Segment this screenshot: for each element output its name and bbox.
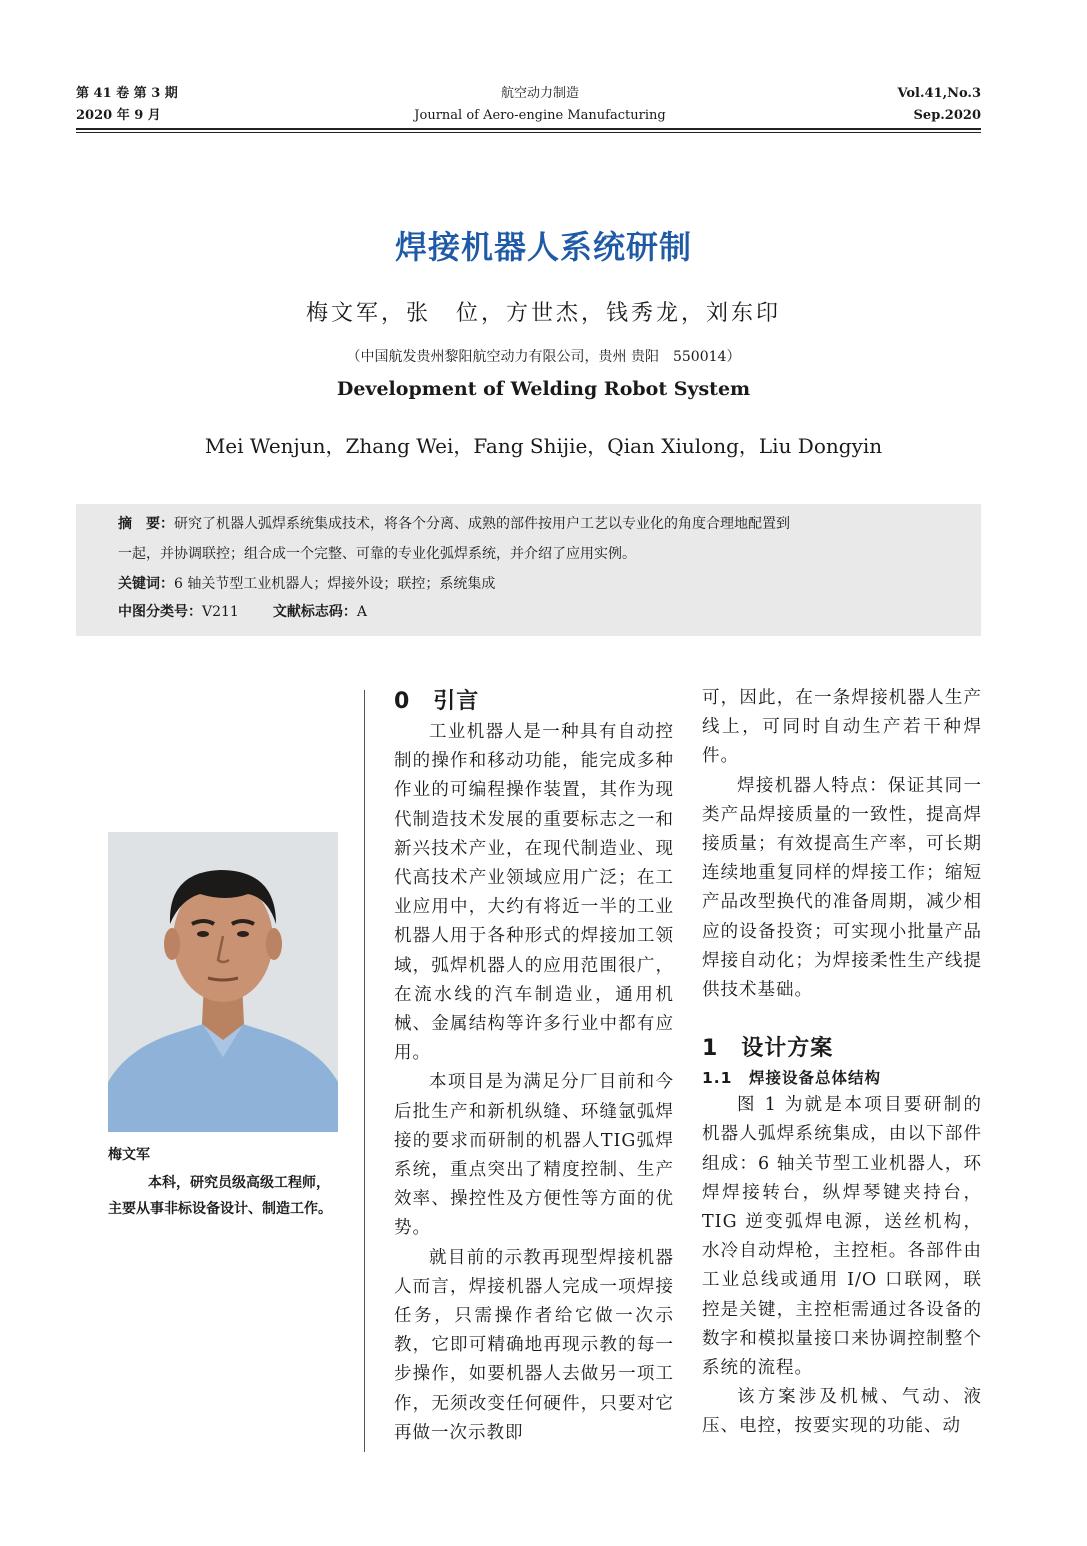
header-rule <box>76 128 981 130</box>
section-1-heading: 1 设计方案 <box>702 1036 834 1062</box>
abstract-text-2: 一起，并协调联控；组合成一个完整、可靠的专业化弧焊系统，并介绍了应用实例。 <box>118 546 636 562</box>
section-1-1-heading: 1.1 焊接设备总体结构 <box>702 1069 881 1088</box>
bio-name: 梅文军 <box>108 1147 150 1163</box>
authors-en: Mei Wenjun，Zhang Wei，Fang Shijie，Qian Xiulong，Liu Dongyin <box>204 434 883 458</box>
doc-code-label: 文献标志码： <box>272 604 357 620</box>
author-portrait-image <box>108 832 338 1132</box>
journal-name-en: Journal of Aero-engine Manufacturing <box>414 108 666 123</box>
bio-text: 本科，研究员级高级工程师，主要从事非标设备设计、制造工作。 <box>108 1175 332 1217</box>
class-value: V211 <box>202 604 239 620</box>
section-0-paragraph-1: 工业机器人是一种具有自动控制的操作和移动功能，能完成多种作业的可编程操作装置，其作为现代制造技术发展的重要标志之一和新兴技术产业，在现代制造业、现代高技术产业领域应用广泛；在工业应用中，大约有将近一半的工业机器人用于各种形式的焊接加工领域，弧焊机器人的应用范围很广，在流水线的汽车制造业，通用机械、金属结构等许多行业中都有应用。 <box>394 722 674 1064</box>
affiliation-cn: （中国航发贵州黎阳航空动力有限公司，贵州 贵阳 550014） <box>346 349 741 365</box>
journal-name-cn: 航空动力制造 <box>500 86 579 101</box>
section-1-1-paragraph-1: 图 1 为就是本项目要研制的机器人弧焊系统集成，由以下部件组成：6 轴关节型工业机器人，环焊焊接转台，纵焊琴键夹持台，TIG 逆变弧焊电源，送丝机构，水冷自动焊枪，主控柜。各部件由工业总线或通用 I/O 口联网，联控是关键，主控柜需通过各设备的数字和模拟量接口来协调控制整个系统的流程。 <box>702 1095 982 1379</box>
volume-number: Vol.41,No.3 <box>897 86 981 101</box>
column-divider <box>364 690 365 1452</box>
section-1-1-paragraph-2: 该方案涉及机械、气动、液压、电控，按要实现的功能、动 <box>702 1387 982 1437</box>
keywords-text: 6 轴关节型工业机器人；焊接外设；联控；系统集成 <box>174 576 496 592</box>
issue-date-en: Sep.2020 <box>913 108 981 123</box>
abstract-label: 摘 要： <box>118 516 174 532</box>
doc-code-value: A <box>356 604 367 620</box>
keywords-line <box>118 574 495 594</box>
keywords-label: 关键词： <box>118 576 174 592</box>
text-column-1 <box>394 686 674 1448</box>
section-0-paragraph-3: 就目前的示教再现型焊接机器人而言，焊接机器人完成一项焊接任务，只需操作者给它做一次示教，它即可精确地再现示教的每一步操作，如要机器人去做另一项工作，无须改变任何硬件，只要对它再做一次示教即 <box>394 1247 674 1443</box>
class-label: 中图分类号： <box>118 604 202 620</box>
abstract-line-1 <box>118 514 790 534</box>
section-0-paragraph-2: 本项目是为满足分厂目前和今后批生产和新机纵缝、环缝氩弧焊接的要求而研制的机器人TIG弧焊系统，重点突出了精度控制、生产效率、操控性及方便性等方面的优势。 <box>394 1072 674 1239</box>
section-0-paragraph-4: 焊接机器人特点：保证其同一类产品焊接质量的一致性，提高焊接质量；有效提高生产率，可长期连续地重复同样的焊接工作；缩短产品改型换代的准备周期，减少相应的设备投资；可实现小批量产品焊接自动化；为焊接柔性生产线提供技术基础。 <box>702 775 982 1001</box>
section-0-heading: 0 引言 <box>394 689 480 714</box>
section-0-paragraph-3-continued: 可，因此，在一条焊接机器人生产线上，可同时自动生产若干种焊件。 <box>702 688 982 767</box>
paper-title-en: Development of Welding Robot System <box>336 378 751 400</box>
classification-line <box>118 602 367 622</box>
abstract-box <box>76 504 981 636</box>
journal-issue: 第 41 卷 第 3 期 <box>76 86 178 101</box>
header-rule-thin <box>76 132 981 133</box>
authors-cn: 梅文军，张 位，方世杰，钱秀龙，刘东印 <box>305 301 781 326</box>
journal-date: 2020 年 9 月 <box>76 108 161 123</box>
text-column-2 <box>702 684 982 1442</box>
abstract-text-1: 研究了机器人弧焊系统集成技术，将各个分离、成熟的部件按用户工艺以专业化的角度合理地配置到 <box>174 516 790 532</box>
paper-title-cn: 焊接机器人系统研制 <box>394 228 692 266</box>
author-photo <box>108 832 338 1132</box>
